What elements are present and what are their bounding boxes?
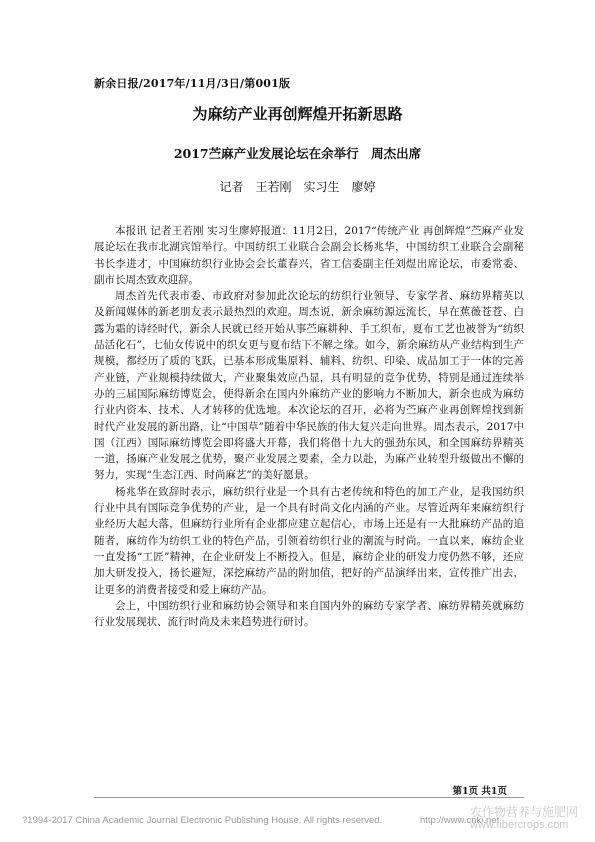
page-indicator: 第1页 共1页 [452, 786, 507, 797]
paragraph: 会上，中国纺织行业和麻纺协会领导和来自国内外的麻纺专家学者、麻纺界精英就麻纺行业发展现状、流行时尚及未来趋势进行研讨。 [94, 599, 524, 629]
footer-url[interactable]: http://www.cnki.net [420, 815, 500, 826]
paragraph: 杨兆华在致辞时表示，麻纺织行业是一个具有古老传统和特色的加工产业，是我国纺织行业中具有国际竞争优势的产业，是一个具有时尚文化内涵的产业。尽管近两年来麻纺织行业经历大起大落，但麻纺行业所有企业都应建立起信心，市场上还是有一大批麻纺产品的追随者，麻纺作为纺织工业的特色产品，引领着纺织行业的潮流与时尚。一直以来，麻纺企业一直发扬“工匠”精神，在企业研发上不断投入。但是，麻纺企业的研发力度仍然不够，还应加大研发投入，扬长避短，深挖麻纺产品的附加值，把好的产品演绎出来，宣传推广出去，让更多的消费者接受和爱上麻纺产品。 [94, 485, 524, 596]
paragraph: 周杰首先代表市委、市政府对参加此次论坛的纺织行业领导、专家学者、麻纺界精英以及新闻媒体的新老朋友表示最热烈的欢迎。周杰说，新余麻纺源远流长，早在蕉薇苍苍、白露为霜的诗经时代，新余人民就已经开始从事苎麻耕种、手工织布，夏布工艺也被誉为“纺织品活化石”，七仙女传说中的织女更与夏布结下不解之缘。如今，新余麻纺从产业结构到生产规模，都经历了质的飞跃，已基本形成集原料、辅料、纺织、印染、成品加工于一体的完善产业链，产业规模持续做大，产业聚集效应凸显，具有明显的竞争优势，特别是通过连续举办的三届国际麻纺博览会，使得新余在国内外麻纺产业的影响力不断加大，新余也成为麻纺行业内资本、技术、人才转移的优选地。本次论坛的召开，必将为苎麻产业再创辉煌找到新时代产业发展的新出路，让“中国草”随着中华民族的伟大复兴走向世界。周杰表示，2017中国（江西）国际麻纺博览会即将盛大开幕，我们将借十九大的强劲东风，和全国麻纺界精英一道，扬麻产业发展之优势，聚产业发展之要素，全力以赴，为麻产业转型升级做出不懈的努力，实现“生态江西、时尚麻艺”的美好愿景。 [94, 290, 524, 482]
watermark-text: 农作物营养与施肥网 [470, 805, 579, 819]
article-body [94, 223, 524, 630]
masthead: 新余日报/2017年/11月/3日/第001版 [94, 77, 291, 90]
article-subtitle: 2017苎麻产业发展论坛在余举行 周杰出席 [173, 146, 422, 161]
byline: 记者 王若刚 实习生 廖婷 [219, 180, 376, 194]
watermark-url: www.fibercrops.com [470, 819, 569, 831]
article-title: 为麻纺产业再创辉煌开拓新思路 [192, 105, 403, 123]
footer-divider [94, 797, 524, 798]
watermark [470, 806, 578, 832]
paragraph: 本报讯 记者王若刚 实习生廖婷报道：11月2日，2017“传统产业 再创辉煌”苎麻产业发展论坛在我市北湖宾馆举行。中国纺织工业联合会副会长杨兆华，中国纺织工业联合会副秘书长李进才，中国麻纺织行业协会会长董春兴，省工信委副主任刘煜出席论坛，市委常委、副市长周杰致欢迎辞。 [94, 225, 524, 286]
footer-copyright: ?1994-2017 China Academic Journal Electronic Publishing House. All rights reserved. [22, 815, 383, 826]
